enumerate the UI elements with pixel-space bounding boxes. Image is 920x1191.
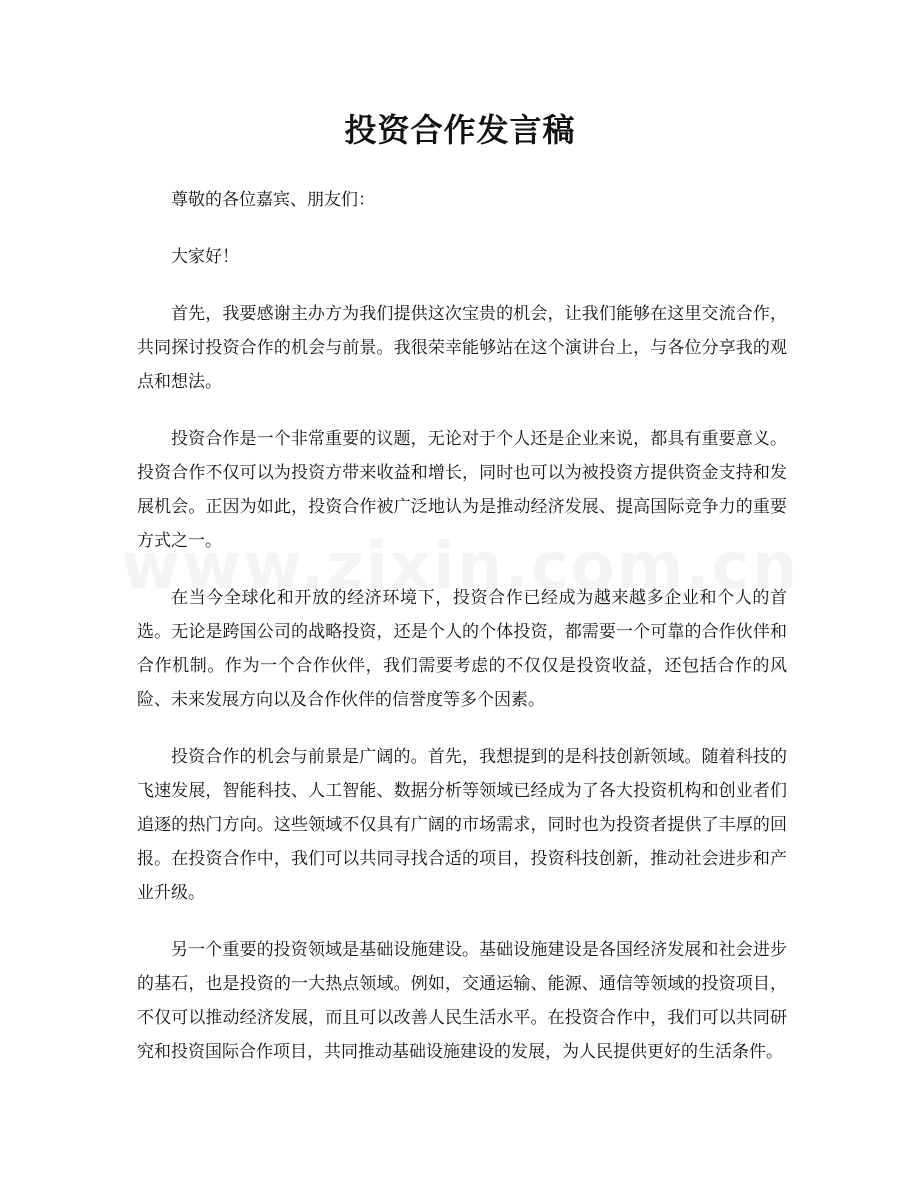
paragraph-thanks: 首先，我要感谢主办方为我们提供这次宝贵的机会，让我们能够在这里交流合作，共同探讨投资合作的机会与前景。我很荣幸能够站在这个演讲台上，与各位分享我的观点和想法。 [137,304,787,392]
paragraph-salutation: 尊敬的各位嘉宾、朋友们： [171,190,375,210]
paragraph-importance: 投资合作是一个非常重要的议题，无论对于个人还是企业来说，都具有重要意义。投资合作不仅可以为投资方带来收益和增长，同时也可以为被投资方提供资金支持和发展机会。正因为如此，投资合作被广泛地认为是推动经济发展、提高国际竞争力的重要方式之一。 [137,429,787,551]
document-body [137,183,787,1092]
document-title: 投资合作发言稿 [344,111,576,149]
paragraph-infrastructure: 另一个重要的投资领域是基础设施建设。基础设施建设是各国经济发展和社会进步的基石，也是投资的一大热点领域。例如，交通运输、能源、通信等领域的投资项目，不仅可以推动经济发展，而且可以改善人民生活水平。在投资合作中，我们可以共同研究和投资国际合作项目，共同推动基础设施建设的发展，为人民提供更好的生活条件。 [137,940,787,1062]
paragraph-greeting: 大家好！ [171,247,239,267]
paragraph-globalization: 在当今全球化和开放的经济环境下，投资合作已经成为越来越多企业和个人的首选。无论是跨国公司的战略投资，还是个人的个体投资，都需要一个可靠的合作伙伴和合作机制。作为一个合作伙伴，我们需要考虑的不仅仅是投资收益，还包括合作的风险、未来发展方向以及合作伙伴的信誉度等多个因素。 [137,588,787,710]
paragraph-tech-innovation: 投资合作的机会与前景是广阔的。首先，我想提到的是科技创新领域。随着科技的飞速发展，智能科技、人工智能、数据分析等领域已经成为了各大投资机构和创业者们追逐的热门方向。这些领域不仅具有广阔的市场需求，同时也为投资者提供了丰厚的回报。在投资合作中，我们可以共同寻找合适的项目，投资科技创新，推动社会进步和产业升级。 [137,747,787,903]
